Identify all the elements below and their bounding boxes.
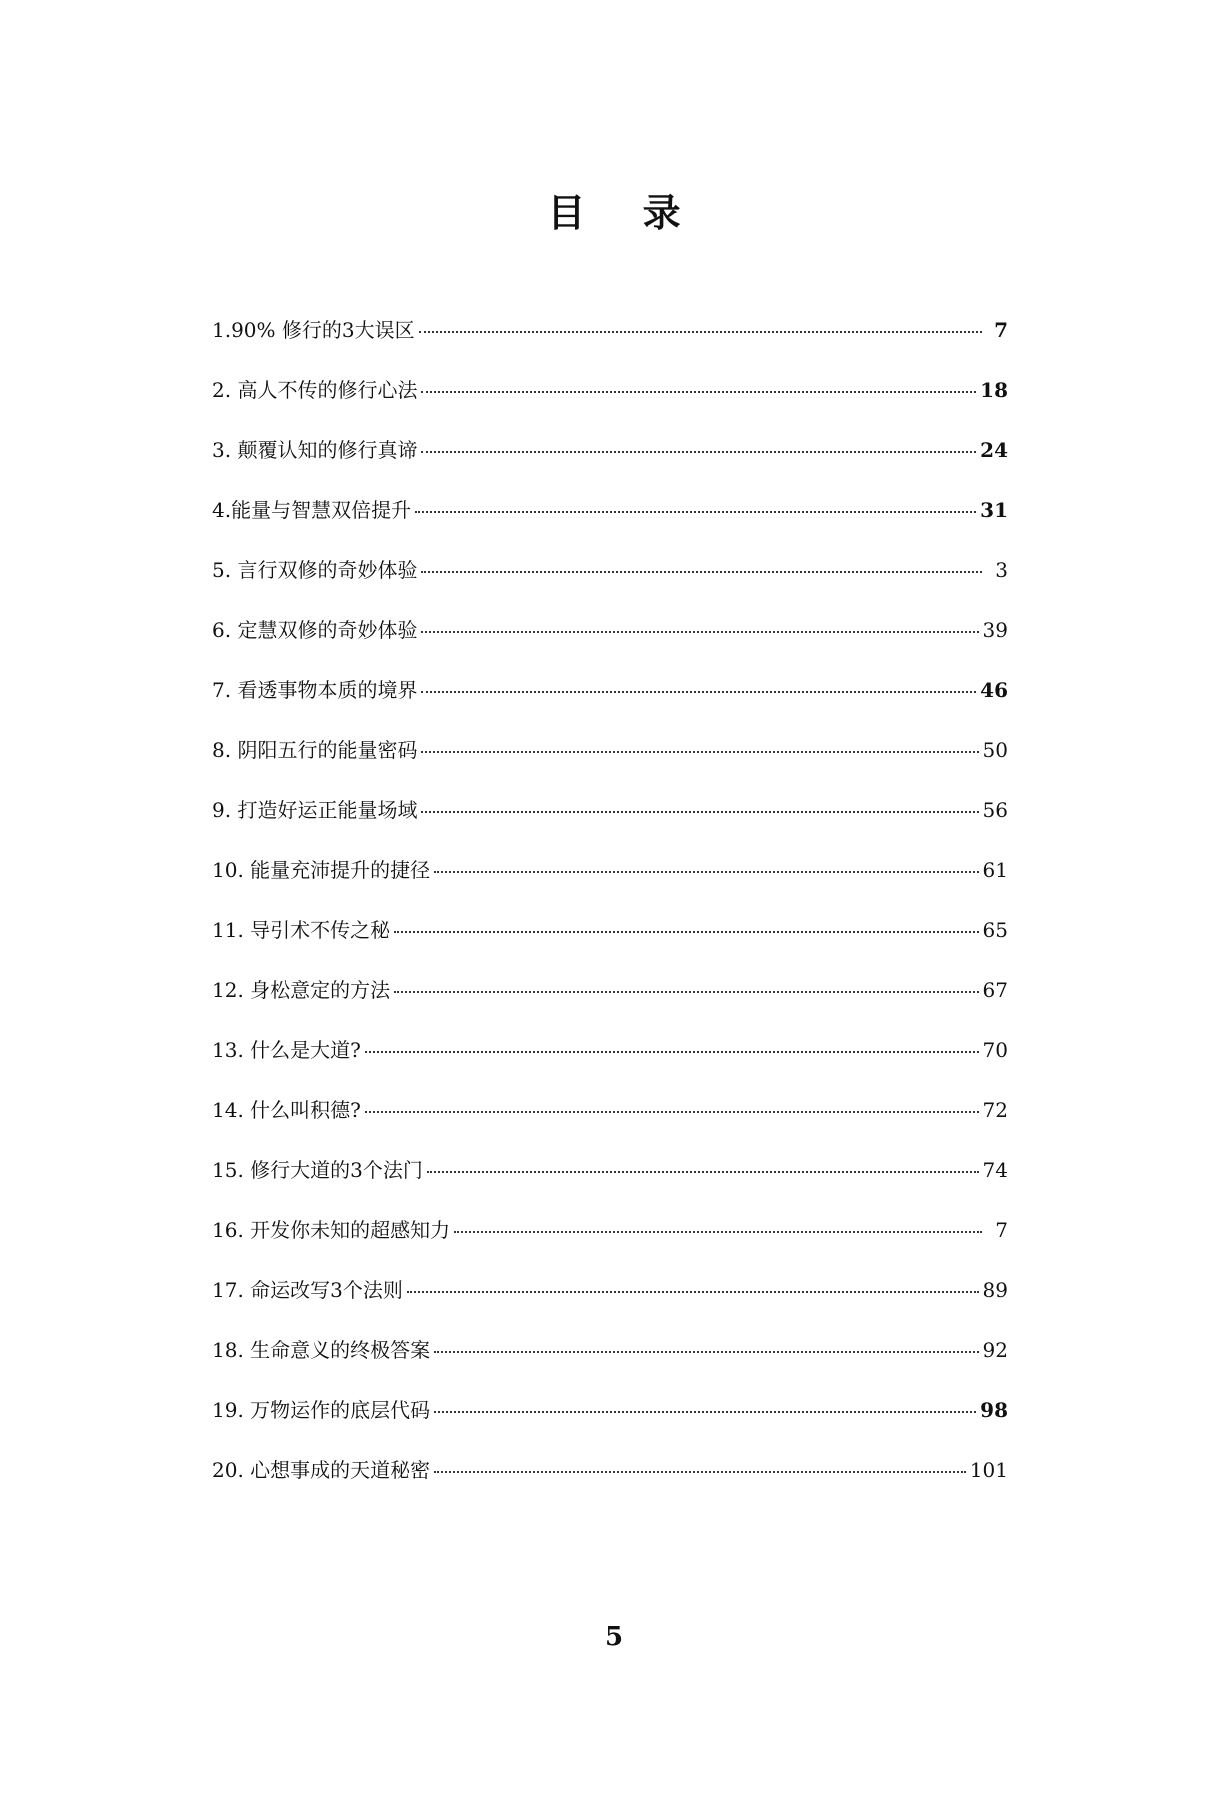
toc-entry-page: 65 [982, 918, 1008, 942]
toc-entry-page: 50 [982, 738, 1008, 762]
toc-entry-title: 12. 身松意定的方法 [212, 978, 391, 1002]
toc-entry[interactable] [212, 916, 1008, 976]
toc-dot-leader [421, 751, 978, 753]
toc-entry-title: 15. 修行大道的3个法门 [212, 1158, 423, 1182]
toc-dot-leader [394, 991, 978, 993]
toc-entry[interactable] [212, 436, 1008, 496]
toc-entry-page: 31 [980, 498, 1008, 522]
toc-dot-leader [365, 1111, 979, 1113]
toc-entry[interactable] [212, 976, 1008, 1036]
toc-entry-title: 13. 什么是大道? [212, 1038, 361, 1062]
toc-entry[interactable] [212, 616, 1008, 676]
toc-entry[interactable] [212, 1156, 1008, 1216]
toc-entry[interactable] [212, 376, 1008, 436]
toc-dot-leader [421, 691, 976, 693]
toc-entry[interactable] [212, 1456, 1008, 1516]
toc-entry-title: 11. 导引术不传之秘 [212, 918, 391, 942]
toc-entry-title: 3. 颠覆认知的修行真谛 [212, 438, 418, 462]
toc-entry-page: 39 [982, 618, 1008, 642]
toc-entry-page: 92 [982, 1338, 1008, 1362]
toc-entry[interactable] [212, 1036, 1008, 1096]
toc-entry-title: 17. 命运改写3个法则 [212, 1278, 403, 1302]
toc-entry[interactable] [212, 1396, 1008, 1456]
toc-entry-page: 7 [995, 1218, 1008, 1242]
toc-entry-page: 18 [980, 378, 1008, 402]
toc-entry-title: 16. 开发你未知的超感知力 [212, 1218, 451, 1242]
toc-entry[interactable] [212, 556, 1008, 616]
toc-entry-page: 7 [994, 318, 1008, 342]
toc-dot-leader [421, 811, 978, 813]
toc-entry[interactable] [212, 736, 1008, 796]
toc-entry-page: 24 [980, 438, 1008, 462]
page-title: 目 录 [547, 190, 703, 235]
toc-dot-leader [421, 631, 978, 633]
page-number: 5 [604, 1622, 624, 1652]
toc-entry[interactable] [212, 856, 1008, 916]
toc-entry-title: 1.90% 修行的3大误区 [212, 318, 415, 342]
toc-entry-title: 20. 心想事成的天道秘密 [212, 1458, 431, 1482]
toc-dot-leader [415, 511, 976, 513]
toc-entry-page: 70 [982, 1038, 1008, 1062]
toc-entry-title: 18. 生命意义的终极答案 [212, 1338, 431, 1362]
toc-entry-title: 10. 能量充沛提升的捷径 [212, 858, 431, 882]
toc-entry-page: 74 [982, 1158, 1008, 1182]
toc-entry[interactable] [212, 1276, 1008, 1336]
toc-entry[interactable] [212, 1216, 1008, 1276]
toc-dot-leader [394, 931, 978, 933]
toc-entry-title: 19. 万物运作的底层代码 [212, 1398, 431, 1422]
toc-entry-page: 3 [995, 558, 1008, 582]
toc-entry-page: 101 [969, 1458, 1008, 1482]
toc-entry-page: 46 [980, 678, 1008, 702]
toc-entry-title: 5. 言行双修的奇妙体验 [212, 558, 418, 582]
toc-entry-title: 14. 什么叫积德? [212, 1098, 361, 1122]
toc-dot-leader [421, 571, 982, 573]
toc-entry-title: 8. 阴阳五行的能量密码 [212, 738, 418, 762]
toc-entry-title: 2. 高人不传的修行心法 [212, 378, 418, 402]
toc-entry-title: 6. 定慧双修的奇妙体验 [212, 618, 418, 642]
toc-entry[interactable] [212, 1336, 1008, 1396]
toc-entry[interactable] [212, 796, 1008, 856]
toc-entry[interactable] [212, 316, 1008, 376]
toc-dot-leader [421, 451, 976, 453]
toc-entry[interactable] [212, 676, 1008, 736]
toc-entry-title: 7. 看透事物本质的境界 [212, 678, 418, 702]
toc-entry-page: 72 [982, 1098, 1008, 1122]
toc-dot-leader [434, 1351, 978, 1353]
table-of-contents [212, 316, 1008, 1516]
toc-entry-page: 56 [982, 798, 1008, 822]
toc-dot-leader [419, 331, 982, 333]
toc-dot-leader [434, 1411, 976, 1413]
toc-dot-leader [407, 1291, 979, 1293]
toc-dot-leader [427, 1171, 979, 1173]
toc-dot-leader [434, 871, 978, 873]
toc-dot-leader [421, 391, 976, 393]
toc-entry-title: 9. 打造好运正能量场域 [212, 798, 418, 822]
toc-entry-title: 4.能量与智慧双倍提升 [212, 498, 412, 522]
toc-dot-leader [365, 1051, 979, 1053]
toc-entry-page: 67 [982, 978, 1008, 1002]
toc-entry[interactable] [212, 496, 1008, 556]
toc-entry[interactable] [212, 1096, 1008, 1156]
toc-entry-page: 89 [982, 1278, 1008, 1302]
toc-entry-page: 98 [980, 1398, 1008, 1422]
toc-dot-leader [434, 1471, 966, 1473]
toc-dot-leader [454, 1231, 982, 1233]
toc-entry-page: 61 [982, 858, 1008, 882]
